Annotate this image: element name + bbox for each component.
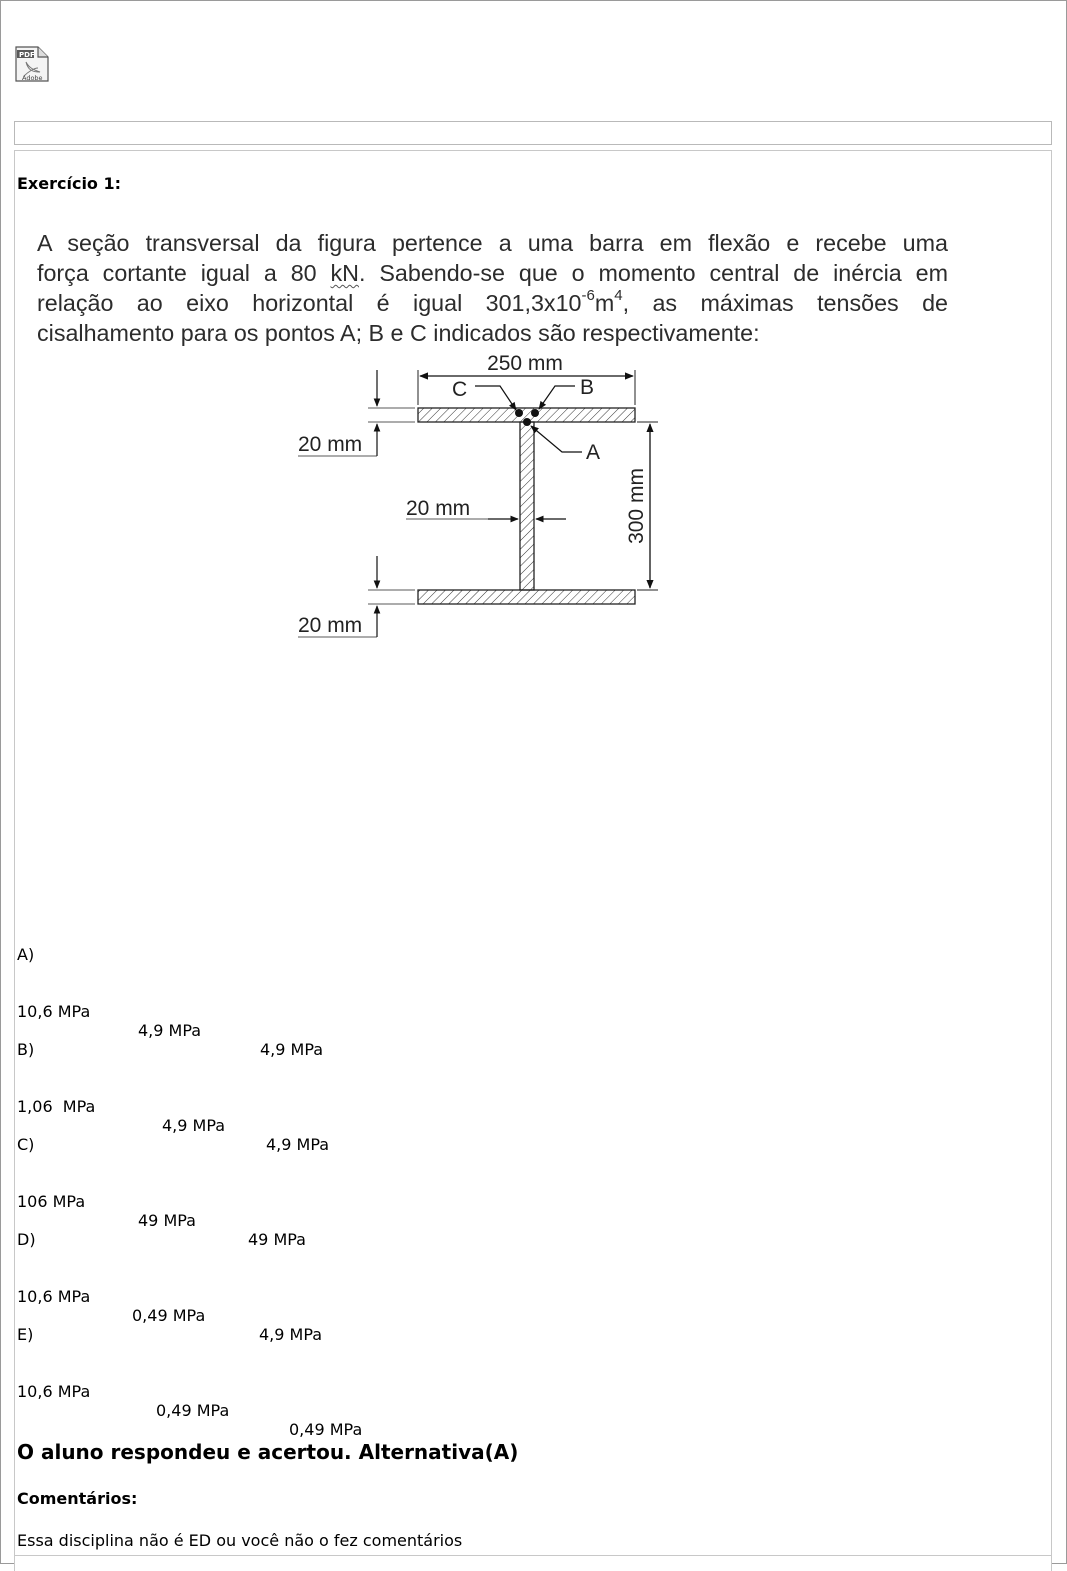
pdf-icon-brand: Adobe: [22, 74, 43, 82]
top-flange-thickness-label: 20 mm: [298, 433, 363, 456]
web-thickness-label: 20 mm: [406, 497, 471, 520]
point-a-label: A: [586, 441, 601, 464]
option-b-value-3: 4,9 MPa: [266, 1135, 330, 1154]
point-c-label: C: [452, 378, 468, 401]
question-line-3: relação ao eixo horizontal é igual $301,3x10^{-6}m^4$, as máximas tensões de: [37, 287, 948, 316]
question-line-2: força cortante igual a 80 kN. Sabendo-se que o momento central de inércia em: [37, 260, 948, 286]
pdf-icon-graphic: [14, 46, 50, 82]
option-e-value-3: 0,49 MPa: [289, 1420, 363, 1439]
question-line-1: A seção transversal da figura pertence a uma barra em flexão e recebe uma: [37, 230, 948, 256]
option-c-letter: C): [17, 1135, 35, 1154]
empty-panel: [14, 121, 1052, 145]
pdf-icon-label: PDF: [19, 51, 35, 59]
option-a-value-1: 10,6 MPa: [17, 1002, 91, 1021]
result-message: O aluno respondeu e acertou. Alternativa(A): [17, 1440, 519, 1464]
option-d-value-1: 10,6 MPa: [17, 1287, 91, 1306]
option-b-letter: B): [17, 1040, 35, 1059]
option-c-value-1: 106 MPa: [17, 1192, 86, 1211]
option-d-value-2: 0,49 MPa: [132, 1306, 206, 1325]
question-text: [37, 228, 948, 348]
exercise-title: Exercício 1:: [17, 174, 122, 193]
option-e-value-2: 0,49 MPa: [156, 1401, 230, 1420]
comments-label: Comentários:: [17, 1489, 138, 1508]
option-c-value-3: 49 MPa: [248, 1230, 306, 1249]
unit-kn: kN: [330, 260, 359, 286]
point-b-label: B: [580, 376, 595, 399]
question-line-4: cisalhamento para os pontos A; B e C indicados são respectivamente:: [37, 320, 760, 346]
option-e-letter: E): [17, 1325, 34, 1344]
bottom-divider: [14, 1555, 1052, 1556]
option-e-value-1: 10,6 MPa: [17, 1382, 91, 1401]
option-c-value-2: 49 MPa: [138, 1211, 196, 1230]
width-label: 250 mm: [487, 352, 563, 375]
bottom-flange-thickness-label: 20 mm: [298, 614, 363, 637]
option-a-value-2: 4,9 MPa: [138, 1021, 202, 1040]
height-label: 300 mm: [625, 468, 648, 544]
option-b-value-1: 1,06 MPa: [17, 1097, 96, 1116]
option-e-values: [17, 1363, 363, 1439]
option-d-value-3: 4,9 MPa: [259, 1325, 323, 1344]
option-b-value-2: 4,9 MPa: [162, 1116, 226, 1135]
pdf-icon[interactable]: [14, 46, 50, 82]
option-a-value-3: 4,9 MPa: [260, 1040, 324, 1059]
comments-text: Essa disciplina não é ED ou você não o fez comentários: [17, 1531, 463, 1550]
option-d-letter: D): [17, 1230, 36, 1249]
option-a-letter: A): [17, 945, 35, 964]
